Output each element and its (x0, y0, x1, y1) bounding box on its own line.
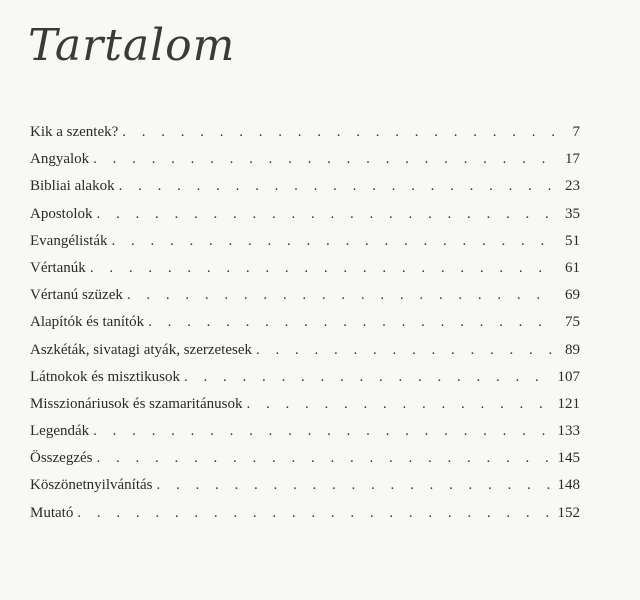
toc-entry-page: 51 (565, 232, 580, 249)
toc-entry (30, 369, 580, 396)
dot-leader (246, 396, 551, 413)
toc-entry (30, 396, 580, 423)
toc-entry-title: Vértanúk (30, 259, 86, 276)
toc-entry (30, 151, 580, 178)
toc-entry-title: Köszönetnyilvánítás (30, 477, 153, 494)
toc-entry-page: 133 (557, 423, 580, 440)
dot-leader (119, 178, 554, 195)
dot-leader (184, 369, 552, 386)
table-of-contents (30, 124, 580, 532)
toc-entry-title: Angyalok (30, 151, 90, 168)
dot-leader (90, 260, 554, 277)
toc-entry-page: 148 (557, 477, 580, 494)
dot-leader (96, 450, 551, 467)
toc-entry (30, 477, 580, 504)
toc-entry-title: Mutató (30, 504, 74, 521)
dot-leader (156, 477, 551, 494)
dot-leader (148, 314, 554, 331)
toc-entry (30, 505, 580, 532)
toc-entry-page: 121 (557, 395, 580, 412)
dot-leader (93, 423, 551, 440)
toc-entry (30, 342, 580, 369)
toc-entry-title: Apostolok (30, 205, 93, 222)
toc-entry (30, 124, 580, 151)
toc-entry-title: Evangélisták (30, 232, 108, 249)
toc-entry-title: Látnokok és misztikusok (30, 368, 180, 385)
toc-entry (30, 450, 580, 477)
toc-entry-page: 69 (565, 287, 580, 304)
dot-leader (93, 151, 554, 168)
toc-entry-page: 89 (565, 341, 580, 358)
toc-entry-title: Bibliai alakok (30, 178, 115, 195)
toc-entry (30, 314, 580, 341)
toc-entry-page: 107 (557, 368, 580, 385)
toc-entry-title: Legendák (30, 423, 90, 440)
toc-entry (30, 423, 580, 450)
dot-leader (77, 505, 551, 522)
page-title: Tartalom (28, 20, 236, 71)
toc-entry-title: Aszkéták, sivatagi atyák, szerzetesek (30, 341, 252, 358)
dot-leader (127, 287, 554, 304)
toc-entry-title: Vértanú szüzek (30, 287, 123, 304)
toc-entry-title: Kik a szentek? (30, 124, 119, 140)
toc-entry-page: 145 (557, 450, 580, 467)
toc-entry (30, 178, 580, 205)
toc-entry (30, 287, 580, 314)
toc-entry-title: Összegzés (30, 450, 93, 467)
toc-entry-page: 61 (565, 259, 580, 276)
toc-entry-page: 152 (557, 504, 580, 521)
dot-leader (97, 206, 554, 223)
toc-entry-page: 75 (565, 314, 580, 331)
toc-entry-title: Alapítók és tanítók (30, 314, 145, 331)
toc-entry-page: 17 (565, 151, 580, 168)
toc-entry-page: 23 (565, 178, 580, 195)
toc-entry-page: 7 (572, 124, 580, 140)
dot-leader (111, 233, 554, 250)
toc-entry-page: 35 (565, 205, 580, 222)
toc-entry-title: Misszionáriusok és szamaritánusok (30, 395, 243, 412)
toc-entry (30, 233, 580, 260)
dot-leader (256, 342, 554, 359)
toc-entry (30, 260, 580, 287)
toc-entry (30, 206, 580, 233)
dot-leader (122, 124, 554, 141)
